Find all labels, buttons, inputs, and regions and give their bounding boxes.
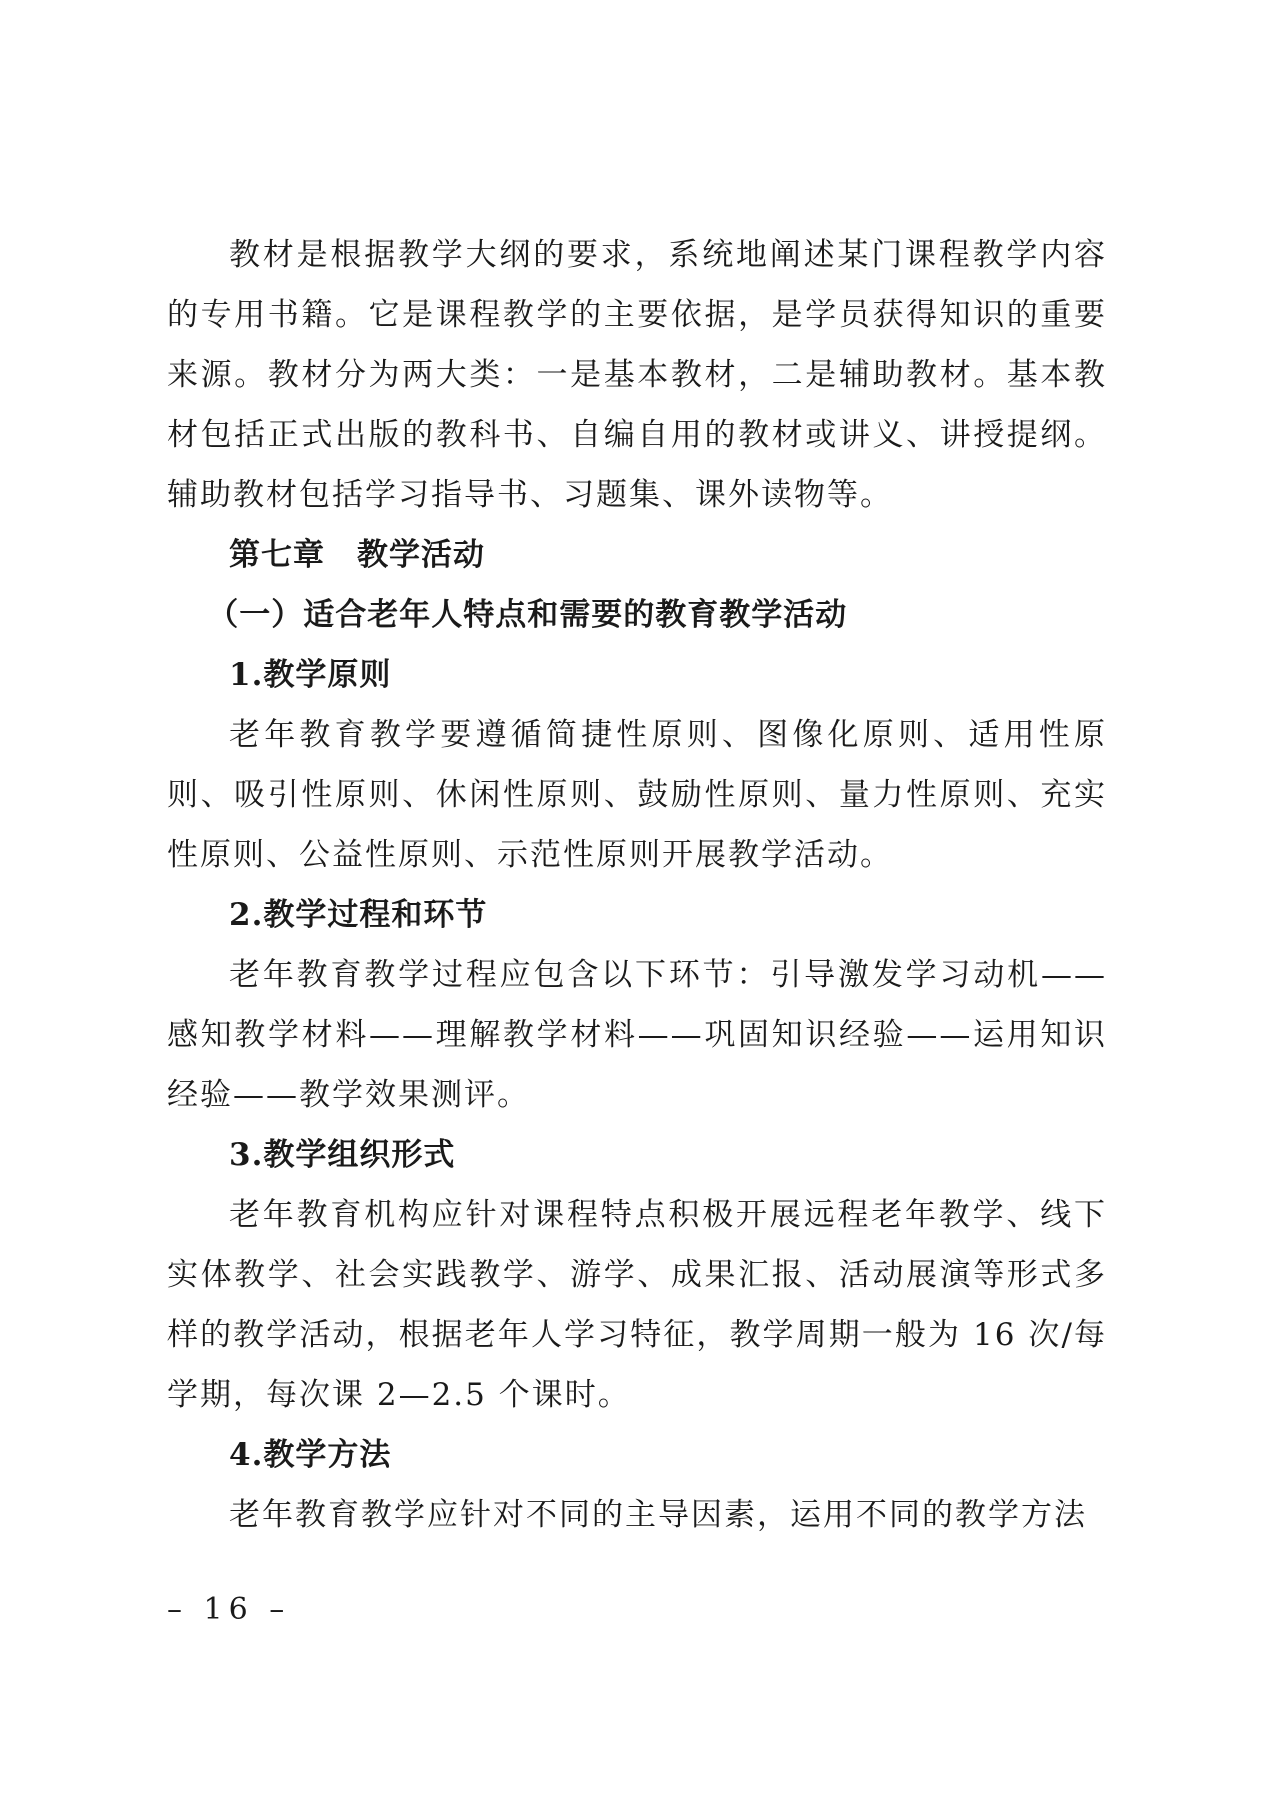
subsection-body-2: 老年教育教学过程应包含以下环节：引导激发学习动机——感知教学材料——理解教学材料——巩固知识经验——运用知识经验——教学效果测评。 <box>167 957 1107 1113</box>
subsection-body-4: 老年教育教学应针对不同的主导因素，运用不同的教学方法 <box>229 1497 1087 1533</box>
chapter-title: 第七章 教学活动 <box>229 537 485 573</box>
subsection-title-4: 4.教学方法 <box>229 1437 392 1473</box>
page-number: – 16 – <box>167 1592 291 1627</box>
subsection-title-1: 1.教学原则 <box>229 657 392 693</box>
subsection-body-3: 老年教育机构应针对课程特点积极开展远程老年教学、线下实体教学、社会实践教学、游学、成果汇报、活动展演等形式多样的教学活动，根据老年人学习特征，教学周期一般为 16 次/每学期，每次课 2—2.5 个课时。 <box>167 1197 1107 1413</box>
page-content <box>167 225 1107 1545</box>
intro-paragraph: 教材是根据教学大纲的要求，系统地阐述某门课程教学内容的专用书籍。它是课程教学的主要依据，是学员获得知识的重要来源。教材分为两大类：一是基本教材，二是辅助教材。基本教材包括正式出版的教科书、自编自用的教材或讲义、讲授提纲。辅助教材包括学习指导书、习题集、课外读物等。 <box>167 237 1107 513</box>
subsection-title-3: 3.教学组织形式 <box>229 1137 456 1173</box>
subsection-body-1: 老年教育教学要遵循简捷性原则、图像化原则、适用性原则、吸引性原则、休闲性原则、鼓励性原则、量力性原则、充实性原则、公益性原则、示范性原则开展教学活动。 <box>167 717 1107 873</box>
subsection-title-2: 2.教学过程和环节 <box>229 897 488 933</box>
section-title: （一）适合老年人特点和需要的教育教学活动 <box>207 597 848 633</box>
